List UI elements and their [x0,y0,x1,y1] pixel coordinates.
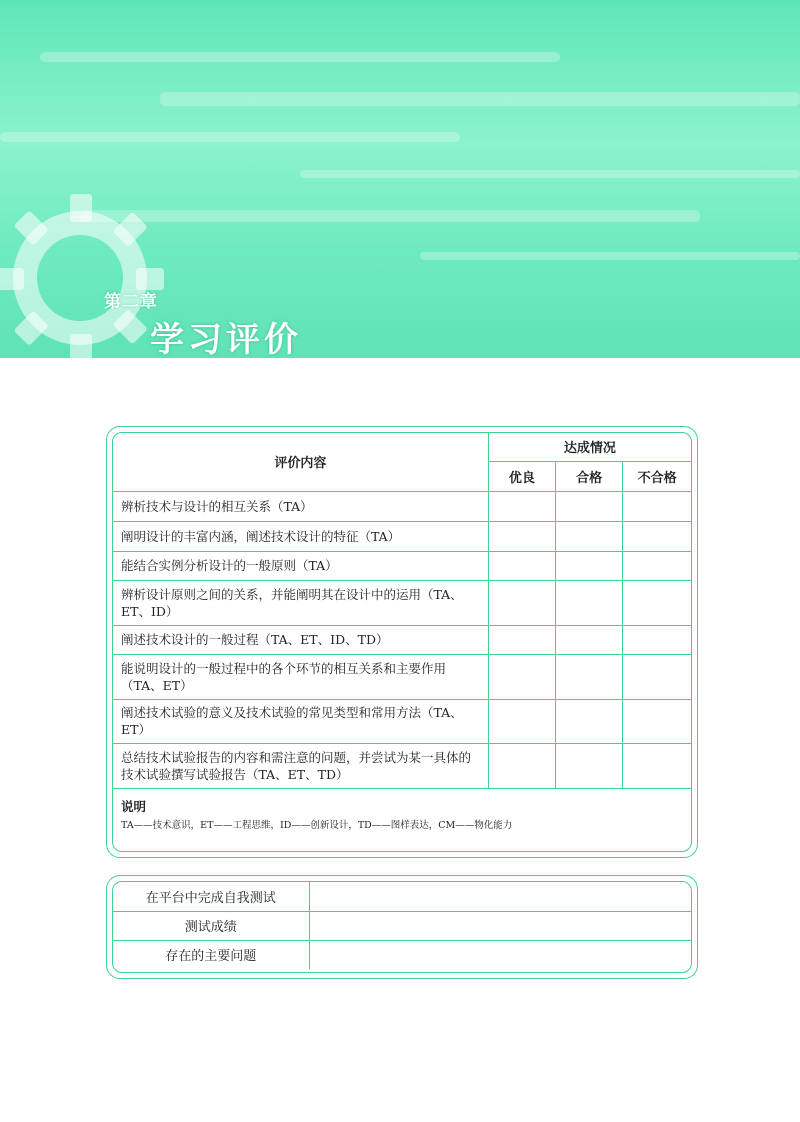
rating-cell-excellent[interactable] [488,521,555,551]
note-title: 说明 [121,798,147,814]
rating-cell-pass[interactable] [556,699,623,743]
chapter-label: 第二章 [104,292,158,312]
self-test-panel-inner [112,881,692,973]
evaluation-table [113,433,691,841]
rating-cell-excellent[interactable] [488,654,555,699]
criterion-text: 阐明设计的丰富内涵，阐述技术设计的特征（TA） [113,521,488,551]
rating-cell-excellent[interactable] [488,580,555,625]
table-row [113,580,691,625]
rating-cell-excellent[interactable] [488,699,555,743]
test-score-value[interactable] [309,911,691,940]
banner-streak [0,132,460,142]
rating-cell-fail[interactable] [623,551,691,580]
gear-icon [0,188,170,358]
note-cell [113,788,691,841]
level-fail: 不合格 [623,461,691,491]
level-pass: 合格 [556,461,623,491]
rating-cell-fail[interactable] [623,699,691,743]
criterion-text: 辨析技术与设计的相互关系（TA） [113,491,488,521]
banner-streak [160,92,800,106]
rating-cell-pass[interactable] [556,580,623,625]
note-text: TA——技术意识，ET——工程思维，ID——创新设计，TD——图样表达，CM——物化能力 [121,819,513,831]
banner-streak [300,170,800,178]
criterion-text: 能结合实例分析设计的一般原则（TA） [113,551,488,580]
criterion-text: 辨析设计原则之间的关系，并能阐明其在设计中的运用（TA、ET、ID） [113,580,488,625]
self-test-value[interactable] [309,882,691,911]
rating-cell-fail[interactable] [623,625,691,654]
evaluation-panel-inner [112,432,692,852]
header-banner [0,0,800,358]
table-row [113,551,691,580]
test-score-row [113,911,691,940]
criterion-text: 总结技术试验报告的内容和需注意的问题，并尝试为某一具体的技术试验撰写试验报告（TA、ET、TD） [113,743,488,788]
test-score-label: 测试成绩 [113,911,309,940]
rating-cell-fail[interactable] [623,743,691,788]
banner-streak [80,210,700,222]
self-test-label: 在平台中完成自我测试 [113,882,309,911]
table-header-row [113,433,691,461]
rating-cell-pass[interactable] [556,743,623,788]
rating-cell-excellent[interactable] [488,551,555,580]
main-issues-row [113,940,691,969]
rating-cell-pass[interactable] [556,521,623,551]
self-test-table [113,882,691,969]
note-row [113,788,691,841]
criterion-text: 能说明设计的一般过程中的各个环节的相互关系和主要作用（TA、ET） [113,654,488,699]
rating-cell-fail[interactable] [623,580,691,625]
table-row [113,521,691,551]
column-header-content: 评价内容 [113,433,488,491]
rating-cell-pass[interactable] [556,551,623,580]
rating-cell-excellent[interactable] [488,743,555,788]
evaluation-panel [106,426,698,858]
table-row [113,743,691,788]
banner-streak [420,252,800,260]
self-test-panel [106,875,698,979]
rating-cell-excellent[interactable] [488,625,555,654]
main-issues-value[interactable] [309,940,691,969]
rating-cell-pass[interactable] [556,491,623,521]
criterion-text: 阐述技术试验的意义及技术试验的常见类型和常用方法（TA、ET） [113,699,488,743]
rating-cell-fail[interactable] [623,521,691,551]
rating-cell-fail[interactable] [623,654,691,699]
table-row [113,654,691,699]
self-test-row [113,882,691,911]
table-row [113,491,691,521]
rating-cell-excellent[interactable] [488,491,555,521]
table-row [113,699,691,743]
rating-cell-pass[interactable] [556,654,623,699]
column-header-achievement: 达成情况 [488,433,691,461]
table-row [113,625,691,654]
level-excellent: 优良 [488,461,555,491]
criterion-text: 阐述技术设计的一般过程（TA、ET、ID、TD） [113,625,488,654]
rating-cell-fail[interactable] [623,491,691,521]
banner-streak [40,52,560,62]
page-title: 学习评价 [150,320,302,358]
rating-cell-pass[interactable] [556,625,623,654]
main-issues-label: 存在的主要问题 [113,940,309,969]
